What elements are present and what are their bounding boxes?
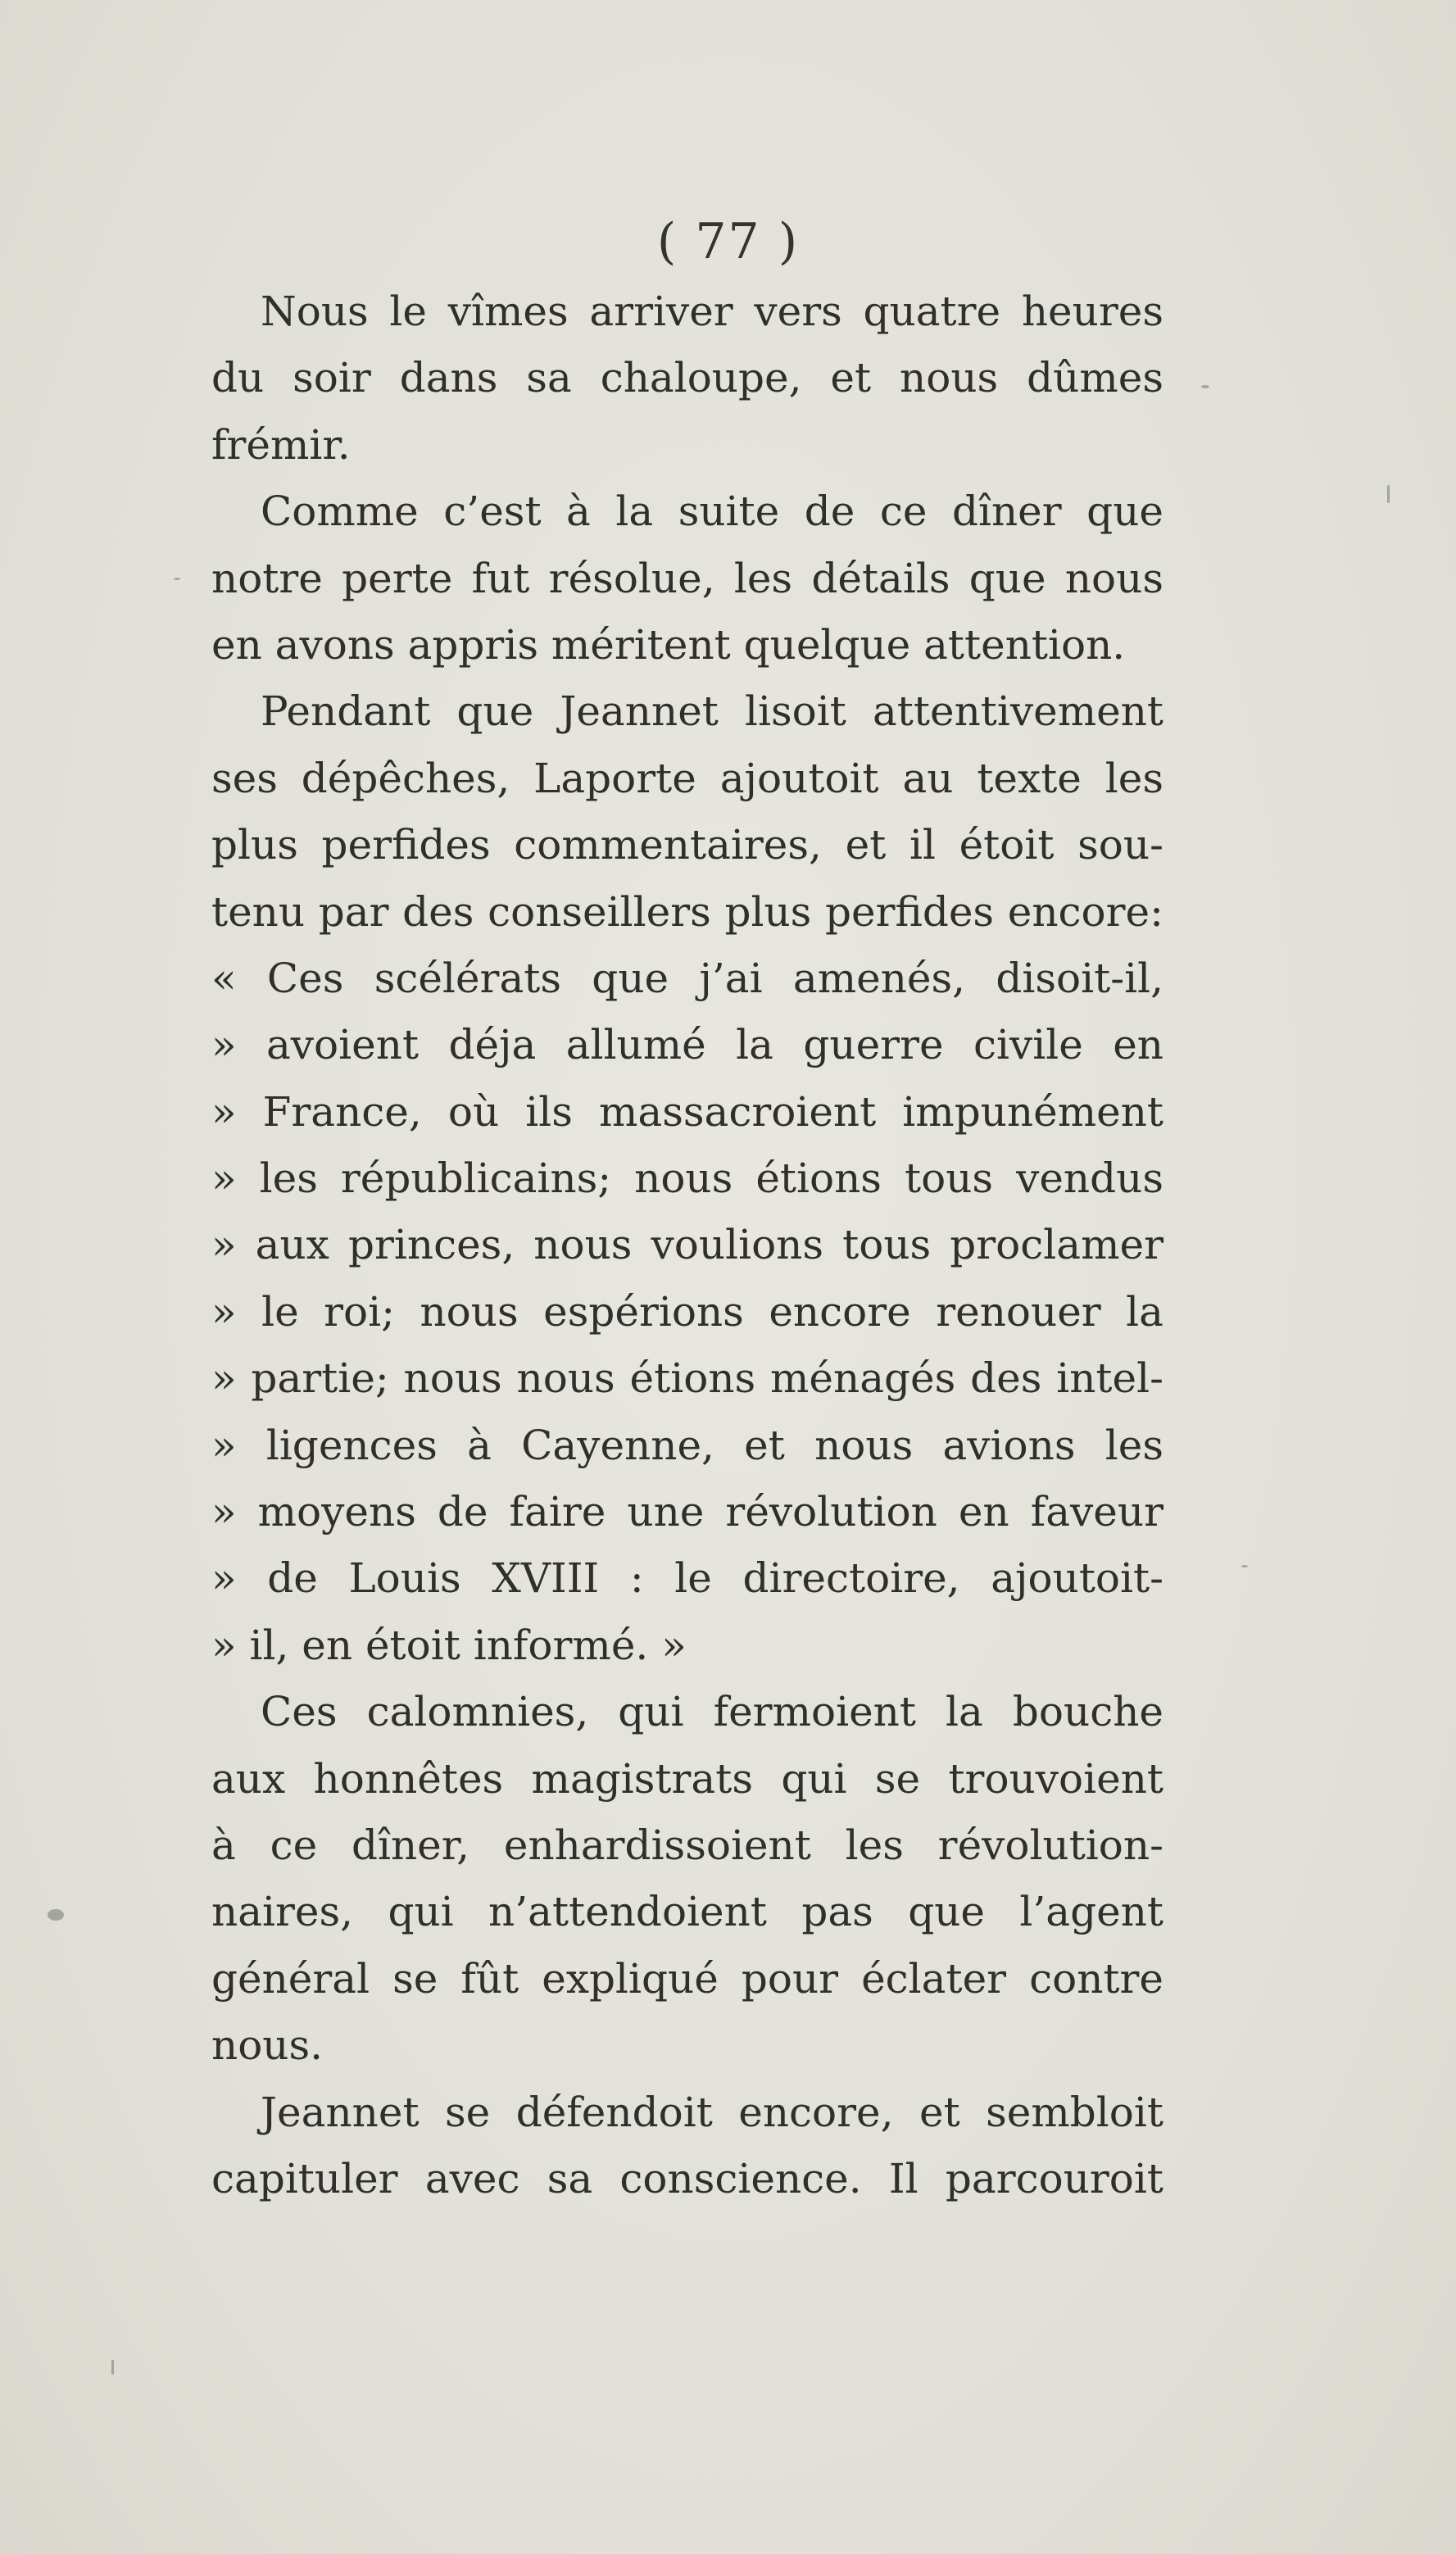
quote-line: » moyens de faire une révolution en faveur (211, 1488, 1163, 1536)
paper-speck (111, 2360, 114, 2375)
text-line: Pendant que Jeannet lisoit attentivement (261, 687, 1163, 736)
quote-line: « Ces scélérats que j’ai amenés, disoit-il, (211, 954, 1163, 1002)
text-line: nous. (211, 2021, 324, 2070)
quote-line: » France, où ils massacroient impunément (211, 1087, 1163, 1136)
quote-line: » les républicains; nous étions tous vendus (211, 1155, 1163, 1203)
quote-line: » avoient déja allumé la guerre civile en (211, 1021, 1163, 1069)
paper-speck (1241, 1565, 1248, 1567)
text-line: Nous le vîmes arriver vers quatre heures (261, 288, 1163, 335)
paper-speck (48, 1909, 64, 1921)
text-line: tenu par des conseillers plus perfides encore: (211, 887, 1163, 936)
text-line: à ce dîner, enhardissoient les révolution- (211, 1821, 1163, 1869)
paper-speck (174, 578, 180, 580)
quote-line: » de Louis XVIII : le directoire, ajoutoit- (211, 1554, 1163, 1603)
body-text (211, 279, 1163, 2212)
quote-line: » ligences à Cayenne, et nous avions les (211, 1421, 1163, 1469)
text-line: frémir. (211, 420, 351, 469)
text-line: du soir dans sa chaloupe, et nous dûmes (211, 354, 1163, 402)
text-line: plus perfides commentaires, et il étoit sou- (211, 821, 1163, 869)
page-number: ( 77 ) (656, 213, 800, 270)
text-line: naires, qui n’attendoient pas que l’agent (211, 1888, 1163, 1936)
paper-speck (1387, 485, 1390, 503)
text-line: notre perte fut résolue, les détails que nous (211, 554, 1163, 602)
text-line: Ces calomnies, qui fermoient la bouche (261, 1688, 1163, 1736)
quote-line: » il, en étoit informé. » (211, 1621, 687, 1669)
text-line: capituler avec sa conscience. Il parcouroit (211, 2154, 1163, 2202)
text-line: en avons appris méritent quelque attention. (211, 620, 1126, 669)
paper-speck (1201, 385, 1209, 388)
text-line: Comme c’est à la suite de ce dîner que (261, 488, 1163, 536)
text-line: Jeannet se défendoit encore, et sembloit (261, 2088, 1163, 2136)
quote-line: » aux princes, nous voulions tous proclamer (211, 1221, 1163, 1269)
text-line: ses dépêches, Laporte ajoutoit au texte les (211, 754, 1163, 802)
quote-line: » le roi; nous espérions encore renouer la (211, 1287, 1163, 1336)
text-line: général se fût expliqué pour éclater contre (211, 1954, 1163, 2003)
text-line: aux honnêtes magistrats qui se trouvoient (211, 1754, 1163, 1803)
quote-line: » partie; nous nous étions ménagés des intel- (211, 1354, 1163, 1403)
